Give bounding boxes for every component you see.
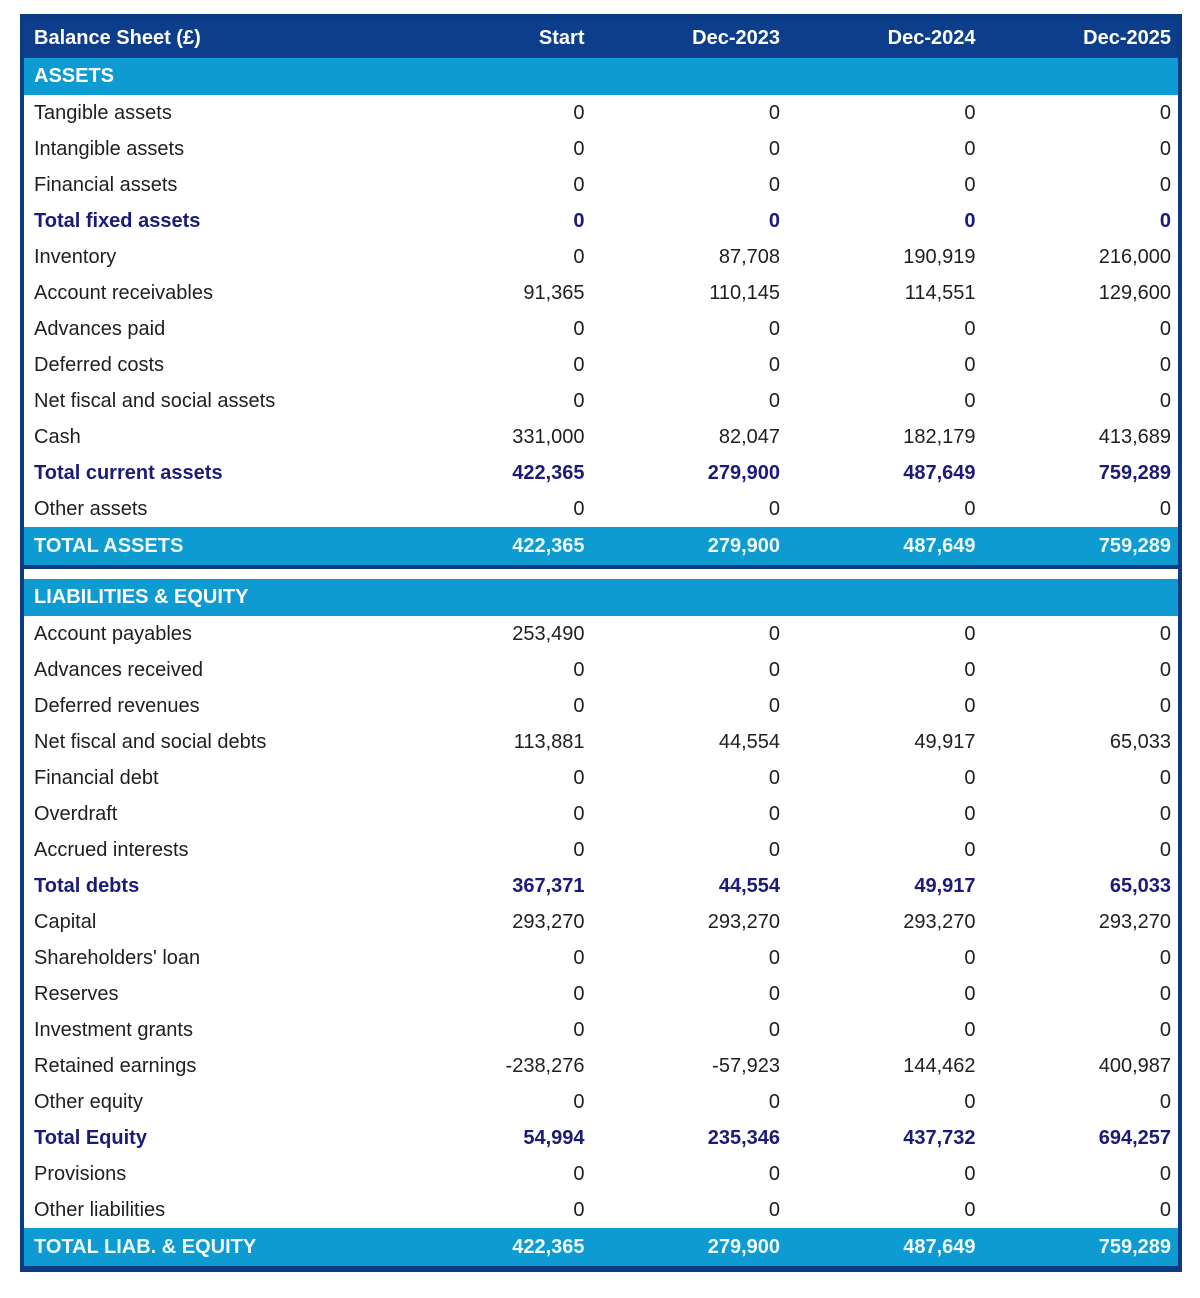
cell-dec-2024: 0	[787, 616, 983, 652]
cell-dec-2023: 0	[592, 976, 788, 1012]
row-net-fiscal-and-social-debts	[24, 724, 1178, 760]
row-label: Overdraft	[24, 796, 396, 832]
cell-dec-2023: 0	[592, 311, 788, 347]
row-total-fixed-assets	[24, 203, 1178, 239]
cell-dec-2025: 0	[983, 131, 1179, 167]
cell-dec-2025: 0	[983, 976, 1179, 1012]
row-label: Reserves	[24, 976, 396, 1012]
cell-dec-2023: 0	[592, 688, 788, 724]
cell-start: 113,881	[396, 724, 592, 760]
cell-dec-2025: 759,289	[983, 527, 1179, 567]
cell-start: 0	[396, 383, 592, 419]
cell-dec-2023: 279,900	[592, 455, 788, 491]
cell-start: 91,365	[396, 275, 592, 311]
row-label: Total fixed assets	[24, 203, 396, 239]
section-header-assets	[24, 58, 1178, 95]
cell-dec-2024: 0	[787, 1084, 983, 1120]
cell-dec-2025: 65,033	[983, 724, 1179, 760]
row-total-current-assets	[24, 455, 1178, 491]
cell-dec-2023: 0	[592, 760, 788, 796]
row-label: Financial assets	[24, 167, 396, 203]
cell-start: 0	[396, 1012, 592, 1048]
cell-dec-2025: 216,000	[983, 239, 1179, 275]
cell-dec-2023: 0	[592, 347, 788, 383]
cell-dec-2025: 0	[983, 1012, 1179, 1048]
cell-dec-2024: 487,649	[787, 1228, 983, 1266]
cell-dec-2025: 0	[983, 1084, 1179, 1120]
cell-dec-2023: 0	[592, 940, 788, 976]
cell-dec-2025: 0	[983, 1156, 1179, 1192]
cell-dec-2023: 0	[592, 1192, 788, 1228]
row-other-equity	[24, 1084, 1178, 1120]
cell-dec-2024: 0	[787, 311, 983, 347]
cell-dec-2025: 0	[983, 832, 1179, 868]
cell-start: 0	[396, 491, 592, 527]
cell-start: 0	[396, 652, 592, 688]
row-label: Account payables	[24, 616, 396, 652]
cell-dec-2024: 49,917	[787, 868, 983, 904]
row-label: Total debts	[24, 868, 396, 904]
row-label: Deferred costs	[24, 347, 396, 383]
cell-dec-2024: 0	[787, 760, 983, 796]
cell-start: 253,490	[396, 616, 592, 652]
cell-start: 422,365	[396, 1228, 592, 1266]
cell-dec-2024: 0	[787, 652, 983, 688]
row-other-liabilities	[24, 1192, 1178, 1228]
cell-dec-2023: 87,708	[592, 239, 788, 275]
row-account-receivables	[24, 275, 1178, 311]
cell-start: 0	[396, 1156, 592, 1192]
row-label: Inventory	[24, 239, 396, 275]
cell-start: 0	[396, 239, 592, 275]
column-header-start: Start	[396, 18, 592, 58]
cell-dec-2024: 0	[787, 131, 983, 167]
row-cash	[24, 419, 1178, 455]
cell-dec-2024: 0	[787, 832, 983, 868]
row-reserves	[24, 976, 1178, 1012]
cell-dec-2025: 65,033	[983, 868, 1179, 904]
row-label: Total current assets	[24, 455, 396, 491]
cell-dec-2023: 0	[592, 1156, 788, 1192]
cell-start: 367,371	[396, 868, 592, 904]
cell-dec-2023: 0	[592, 1084, 788, 1120]
cell-dec-2023: 0	[592, 616, 788, 652]
cell-start: 0	[396, 347, 592, 383]
cell-dec-2023: -57,923	[592, 1048, 788, 1084]
total-row-label: TOTAL ASSETS	[24, 527, 396, 567]
cell-start: -238,276	[396, 1048, 592, 1084]
cell-start: 0	[396, 131, 592, 167]
row-tangible-assets	[24, 95, 1178, 131]
row-advances-paid	[24, 311, 1178, 347]
cell-dec-2025: 413,689	[983, 419, 1179, 455]
cell-start: 54,994	[396, 1120, 592, 1156]
cell-dec-2025: 129,600	[983, 275, 1179, 311]
cell-start: 0	[396, 760, 592, 796]
cell-dec-2024: 0	[787, 95, 983, 131]
row-shareholders-loan	[24, 940, 1178, 976]
cell-dec-2024: 182,179	[787, 419, 983, 455]
row-deferred-costs	[24, 347, 1178, 383]
row-label: Other equity	[24, 1084, 396, 1120]
cell-dec-2025: 0	[983, 347, 1179, 383]
cell-start: 0	[396, 167, 592, 203]
cell-dec-2023: 279,900	[592, 1228, 788, 1266]
row-inventory	[24, 239, 1178, 275]
row-accrued-interests	[24, 832, 1178, 868]
cell-dec-2023: 0	[592, 796, 788, 832]
cell-dec-2025: 759,289	[983, 1228, 1179, 1266]
row-label: Account receivables	[24, 275, 396, 311]
balance-sheet	[20, 14, 1182, 1272]
row-label: Cash	[24, 419, 396, 455]
cell-dec-2024: 114,551	[787, 275, 983, 311]
row-label: Shareholders' loan	[24, 940, 396, 976]
cell-dec-2024: 144,462	[787, 1048, 983, 1084]
cell-dec-2024: 0	[787, 1192, 983, 1228]
total-row-label: TOTAL LIAB. & EQUITY	[24, 1228, 396, 1266]
row-total-assets	[24, 527, 1178, 567]
cell-start: 0	[396, 311, 592, 347]
cell-dec-2025: 0	[983, 688, 1179, 724]
row-overdraft	[24, 796, 1178, 832]
cell-start: 0	[396, 203, 592, 239]
row-financial-assets	[24, 167, 1178, 203]
cell-dec-2025: 293,270	[983, 904, 1179, 940]
section-header-liabilities-equity	[24, 579, 1178, 616]
row-financial-debt	[24, 760, 1178, 796]
cell-dec-2023: 110,145	[592, 275, 788, 311]
row-label: Intangible assets	[24, 131, 396, 167]
section-header-label: ASSETS	[24, 58, 1178, 95]
row-label: Other assets	[24, 491, 396, 527]
cell-dec-2023: 0	[592, 832, 788, 868]
cell-dec-2024: 487,649	[787, 527, 983, 567]
cell-dec-2023: 235,346	[592, 1120, 788, 1156]
cell-start: 0	[396, 1192, 592, 1228]
cell-dec-2024: 0	[787, 796, 983, 832]
cell-start: 293,270	[396, 904, 592, 940]
row-investment-grants	[24, 1012, 1178, 1048]
cell-dec-2024: 0	[787, 491, 983, 527]
column-header-dec-2025: Dec-2025	[983, 18, 1179, 58]
cell-dec-2023: 44,554	[592, 868, 788, 904]
cell-dec-2024: 0	[787, 940, 983, 976]
cell-dec-2025: 0	[983, 203, 1179, 239]
cell-dec-2025: 0	[983, 760, 1179, 796]
cell-start: 0	[396, 976, 592, 1012]
row-label: Deferred revenues	[24, 688, 396, 724]
cell-start: 0	[396, 940, 592, 976]
cell-dec-2023: 0	[592, 1012, 788, 1048]
section-header-label: LIABILITIES & EQUITY	[24, 579, 1178, 616]
row-label: Advances paid	[24, 311, 396, 347]
row-label: Tangible assets	[24, 95, 396, 131]
row-retained-earnings	[24, 1048, 1178, 1084]
cell-dec-2025: 0	[983, 95, 1179, 131]
column-header-dec-2023: Dec-2023	[592, 18, 788, 58]
row-capital	[24, 904, 1178, 940]
row-provisions	[24, 1156, 1178, 1192]
row-label: Retained earnings	[24, 1048, 396, 1084]
section-spacer	[24, 567, 1178, 579]
cell-dec-2024: 0	[787, 167, 983, 203]
cell-dec-2024: 0	[787, 976, 983, 1012]
table-header-row	[24, 18, 1178, 58]
cell-dec-2025: 0	[983, 311, 1179, 347]
section-spacer-cell	[24, 567, 1178, 579]
row-label: Capital	[24, 904, 396, 940]
cell-dec-2024: 487,649	[787, 455, 983, 491]
cell-dec-2024: 0	[787, 203, 983, 239]
cell-dec-2025: 400,987	[983, 1048, 1179, 1084]
cell-dec-2024: 437,732	[787, 1120, 983, 1156]
cell-dec-2025: 0	[983, 940, 1179, 976]
table-title: Balance Sheet (£)	[24, 18, 396, 58]
cell-dec-2023: 82,047	[592, 419, 788, 455]
row-label: Advances received	[24, 652, 396, 688]
cell-start: 0	[396, 832, 592, 868]
cell-dec-2025: 0	[983, 652, 1179, 688]
cell-start: 0	[396, 796, 592, 832]
cell-dec-2023: 0	[592, 652, 788, 688]
cell-dec-2024: 293,270	[787, 904, 983, 940]
cell-dec-2023: 0	[592, 167, 788, 203]
row-total-equity	[24, 1120, 1178, 1156]
cell-dec-2023: 0	[592, 383, 788, 419]
cell-start: 331,000	[396, 419, 592, 455]
row-label: Investment grants	[24, 1012, 396, 1048]
cell-start: 0	[396, 95, 592, 131]
cell-dec-2024: 0	[787, 688, 983, 724]
cell-dec-2023: 44,554	[592, 724, 788, 760]
cell-dec-2024: 0	[787, 1012, 983, 1048]
cell-dec-2024: 0	[787, 383, 983, 419]
cell-start: 0	[396, 688, 592, 724]
row-label: Provisions	[24, 1156, 396, 1192]
row-account-payables	[24, 616, 1178, 652]
cell-dec-2024: 190,919	[787, 239, 983, 275]
cell-dec-2025: 0	[983, 383, 1179, 419]
row-label: Net fiscal and social assets	[24, 383, 396, 419]
row-advances-received	[24, 652, 1178, 688]
column-header-dec-2024: Dec-2024	[787, 18, 983, 58]
cell-dec-2023: 0	[592, 491, 788, 527]
row-label: Other liabilities	[24, 1192, 396, 1228]
cell-dec-2023: 0	[592, 131, 788, 167]
cell-dec-2025: 0	[983, 616, 1179, 652]
row-label: Net fiscal and social debts	[24, 724, 396, 760]
cell-dec-2024: 49,917	[787, 724, 983, 760]
cell-start: 0	[396, 1084, 592, 1120]
cell-dec-2023: 279,900	[592, 527, 788, 567]
row-total-debts	[24, 868, 1178, 904]
cell-dec-2024: 0	[787, 347, 983, 383]
cell-dec-2025: 759,289	[983, 455, 1179, 491]
cell-start: 422,365	[396, 527, 592, 567]
cell-dec-2023: 0	[592, 203, 788, 239]
row-total-liab-equity	[24, 1228, 1178, 1266]
row-label: Total Equity	[24, 1120, 396, 1156]
cell-start: 422,365	[396, 455, 592, 491]
cell-dec-2025: 694,257	[983, 1120, 1179, 1156]
cell-dec-2025: 0	[983, 796, 1179, 832]
row-intangible-assets	[24, 131, 1178, 167]
cell-dec-2023: 0	[592, 95, 788, 131]
cell-dec-2023: 293,270	[592, 904, 788, 940]
cell-dec-2024: 0	[787, 1156, 983, 1192]
cell-dec-2025: 0	[983, 1192, 1179, 1228]
cell-dec-2025: 0	[983, 167, 1179, 203]
balance-sheet-table	[24, 18, 1178, 1266]
row-label: Financial debt	[24, 760, 396, 796]
cell-dec-2025: 0	[983, 491, 1179, 527]
row-net-fiscal-and-social-assets	[24, 383, 1178, 419]
row-other-assets	[24, 491, 1178, 527]
row-label: Accrued interests	[24, 832, 396, 868]
row-deferred-revenues	[24, 688, 1178, 724]
